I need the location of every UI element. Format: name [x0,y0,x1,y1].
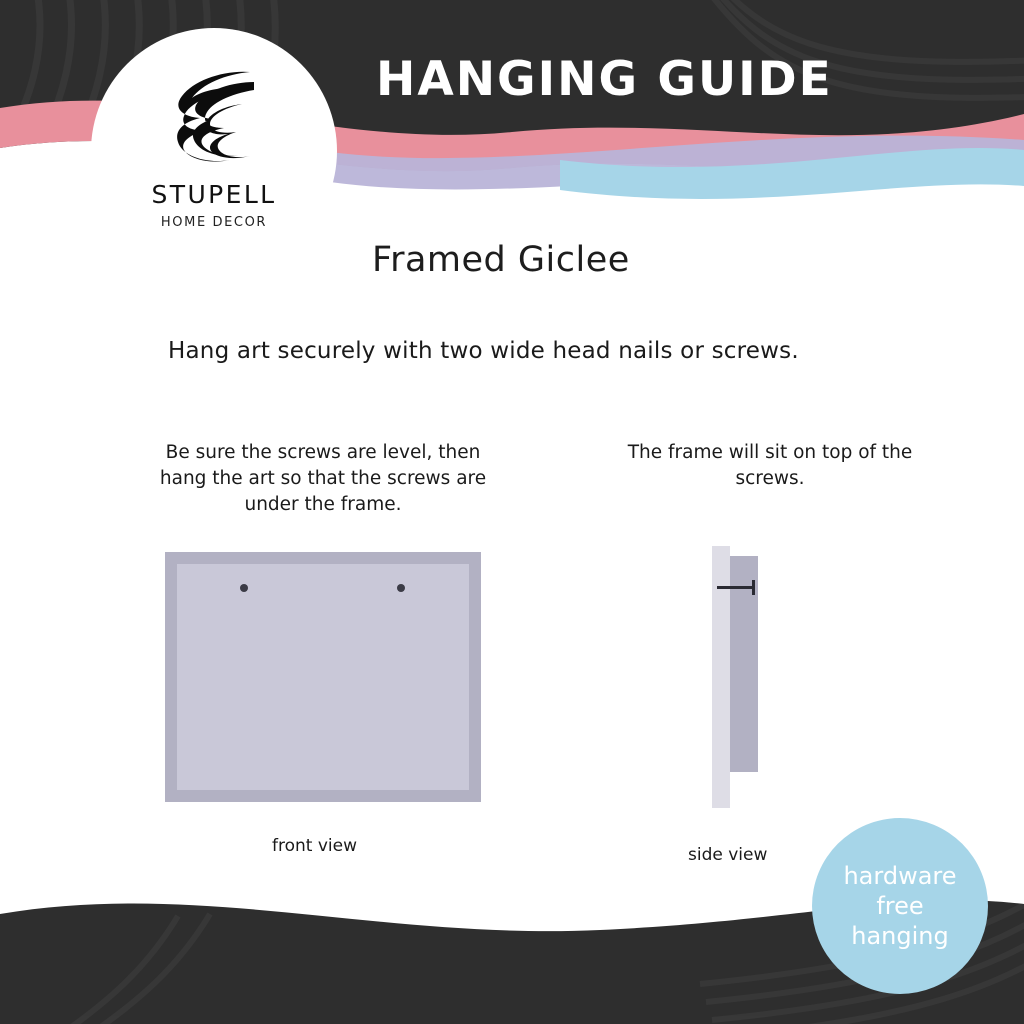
product-title: Framed Giclee [372,240,630,280]
side-view-section [566,440,966,492]
hardware-free-badge [812,818,988,994]
nail-shaft-icon [717,586,755,589]
brand-subtitle: HOME DECOR [160,215,268,230]
brand-logo [91,28,337,274]
front-view-label: front view [272,836,357,856]
screw-dot-left-icon [240,584,248,592]
nail-head-icon [752,580,755,595]
front-view-section [120,440,540,518]
badge-line-1: hardware [843,862,957,890]
front-view-frame-inner [177,564,469,790]
badge-line-3: hanging [851,922,949,950]
screw-dot-right-icon [397,584,405,592]
side-view-label: side view [688,845,768,865]
front-view-caption: Be sure the screws are level, then hang the art so that the screws are under the frame. [159,442,487,515]
stupell-swoosh-icon [154,64,274,176]
badge-line-2: free [876,892,924,920]
page-title: HANGING GUIDE [376,52,833,107]
side-view-caption: The frame will sit on top of the screws. [627,442,913,489]
lead-instruction: Hang art securely with two wide head nails or screws. [168,338,799,364]
front-view-frame-illustration [165,552,481,802]
brand-name: STUPELL [151,180,277,209]
